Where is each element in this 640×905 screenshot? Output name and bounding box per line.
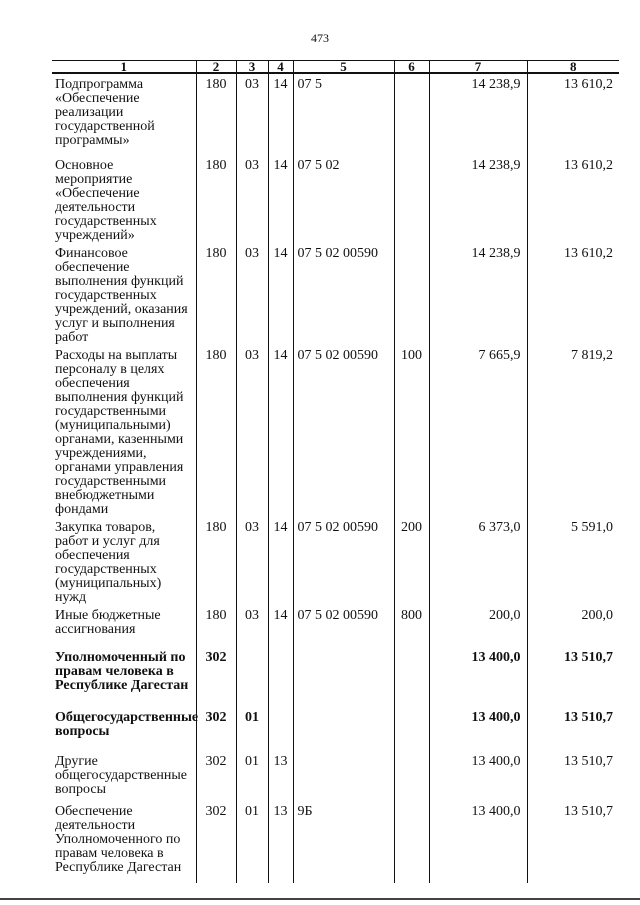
table-row xyxy=(52,605,619,647)
header-row xyxy=(52,61,619,74)
table-row xyxy=(52,751,619,801)
row-name-cell: Финансовое обеспечение выполнения функций государственных учреждений, оказания услуг и выполнения работ xyxy=(55,246,188,345)
row-amount-cell: 13 510,7 xyxy=(527,707,619,751)
row-code-cell: 14 xyxy=(268,517,293,605)
row-code-cell: 800 xyxy=(394,605,429,647)
row-code-cell: 03 xyxy=(236,517,268,605)
row-code-cell: 14 xyxy=(268,73,293,155)
row-code-cell: 14 xyxy=(268,155,293,243)
row-name-cell: Иные бюджетные ассигнования xyxy=(55,608,161,637)
row-amount-cell: 13 610,2 xyxy=(527,155,619,243)
row-code-cell xyxy=(293,647,394,707)
column-header: 1 xyxy=(52,61,196,74)
row-name-cell: Уполномоченный по правам человека в Республике Дагестан xyxy=(55,650,189,693)
table-row xyxy=(52,647,619,707)
row-code-cell: 07 5 02 00590 xyxy=(293,345,394,517)
row-name-cell: Основное мероприятие «Обеспечение деятельности государственных учреждений» xyxy=(55,158,157,243)
row-code-cell xyxy=(394,707,429,751)
row-amount-cell: 200,0 xyxy=(429,605,527,647)
row-code-cell: 03 xyxy=(236,345,268,517)
row-code-cell: 9Б xyxy=(293,801,394,883)
row-code-cell: 01 xyxy=(236,707,268,751)
row-amount-cell: 13 400,0 xyxy=(429,647,527,707)
row-code-cell: 302 xyxy=(196,647,236,707)
row-code-cell xyxy=(268,647,293,707)
row-amount-cell: 13 400,0 xyxy=(429,751,527,801)
row-code-cell: 07 5 02 00590 xyxy=(293,517,394,605)
column-header: 7 xyxy=(429,61,527,74)
budget-table xyxy=(52,60,619,883)
column-header: 2 xyxy=(196,61,236,74)
row-code-cell: 07 5 02 00590 xyxy=(293,605,394,647)
table-body xyxy=(52,73,619,883)
row-code-cell: 302 xyxy=(196,751,236,801)
row-code-cell: 180 xyxy=(196,155,236,243)
row-amount-cell: 7 819,2 xyxy=(527,345,619,517)
row-name-cell: Закупка товаров, работ и услуг для обеспечения государственных (муниципальных) нужд xyxy=(55,520,162,605)
row-amount-cell: 13 510,7 xyxy=(527,751,619,801)
row-amount-cell: 13 510,7 xyxy=(527,801,619,883)
row-amount-cell: 6 373,0 xyxy=(429,517,527,605)
row-code-cell xyxy=(394,73,429,155)
row-amount-cell: 13 510,7 xyxy=(527,647,619,707)
row-amount-cell: 5 591,0 xyxy=(527,517,619,605)
row-code-cell: 180 xyxy=(196,605,236,647)
row-code-cell: 100 xyxy=(394,345,429,517)
row-code-cell: 180 xyxy=(196,345,236,517)
row-code-cell xyxy=(236,647,268,707)
table-row xyxy=(52,517,619,605)
table-row xyxy=(52,243,619,345)
row-amount-cell: 13 400,0 xyxy=(429,707,527,751)
row-code-cell: 302 xyxy=(196,707,236,751)
row-code-cell xyxy=(394,155,429,243)
column-header: 8 xyxy=(527,61,619,74)
row-code-cell xyxy=(293,751,394,801)
row-name-cell: Подпрограмма «Обеспечение реализации государственной программы» xyxy=(55,77,155,148)
row-code-cell: 13 xyxy=(268,751,293,801)
row-code-cell: 03 xyxy=(236,73,268,155)
row-amount-cell: 13 610,2 xyxy=(527,243,619,345)
table-row xyxy=(52,707,619,751)
row-code-cell xyxy=(394,243,429,345)
row-amount-cell: 7 665,9 xyxy=(429,345,527,517)
row-code-cell xyxy=(293,707,394,751)
row-code-cell: 180 xyxy=(196,243,236,345)
row-code-cell: 14 xyxy=(268,345,293,517)
row-code-cell: 14 xyxy=(268,243,293,345)
table-row xyxy=(52,801,619,883)
row-name-cell: Расходы на выплаты персоналу в целях обеспечения выполнения функций государственными (муниципальными) органами, казенными учреждениями, органами управления государственными внебюджетными фондами xyxy=(55,348,184,517)
row-amount-cell: 13 610,2 xyxy=(527,73,619,155)
row-amount-cell: 200,0 xyxy=(527,605,619,647)
page-number: 473 xyxy=(311,31,329,45)
column-header: 3 xyxy=(236,61,268,74)
row-code-cell: 180 xyxy=(196,517,236,605)
row-code-cell: 01 xyxy=(236,801,268,883)
row-name-cell: Общегосударственные вопросы xyxy=(55,710,199,739)
row-code-cell: 03 xyxy=(236,155,268,243)
row-amount-cell: 14 238,9 xyxy=(429,155,527,243)
row-code-cell: 14 xyxy=(268,605,293,647)
table-row xyxy=(52,345,619,517)
table-row xyxy=(52,73,619,155)
row-name-cell: Другие общегосударственные вопросы xyxy=(55,754,188,797)
row-code-cell: 07 5 02 00590 xyxy=(293,243,394,345)
row-name-cell: Обеспечение деятельности Уполномоченного по правам человека в Республике Дагестан xyxy=(55,804,182,875)
row-code-cell: 07 5 02 xyxy=(293,155,394,243)
row-amount-cell: 14 238,9 xyxy=(429,243,527,345)
row-code-cell: 03 xyxy=(236,605,268,647)
row-code-cell xyxy=(394,801,429,883)
row-code-cell xyxy=(394,647,429,707)
row-amount-cell: 13 400,0 xyxy=(429,801,527,883)
row-code-cell: 07 5 xyxy=(293,73,394,155)
column-header: 4 xyxy=(268,61,293,74)
row-code-cell: 200 xyxy=(394,517,429,605)
column-header: 5 xyxy=(293,61,394,74)
column-header: 6 xyxy=(394,61,429,74)
table-row xyxy=(52,155,619,243)
row-code-cell: 180 xyxy=(196,73,236,155)
row-amount-cell: 14 238,9 xyxy=(429,73,527,155)
row-code-cell: 03 xyxy=(236,243,268,345)
row-code-cell xyxy=(394,751,429,801)
row-code-cell xyxy=(268,707,293,751)
row-code-cell: 01 xyxy=(236,751,268,801)
row-code-cell: 13 xyxy=(268,801,293,883)
row-code-cell: 302 xyxy=(196,801,236,883)
page-bottom-rule xyxy=(0,898,640,900)
